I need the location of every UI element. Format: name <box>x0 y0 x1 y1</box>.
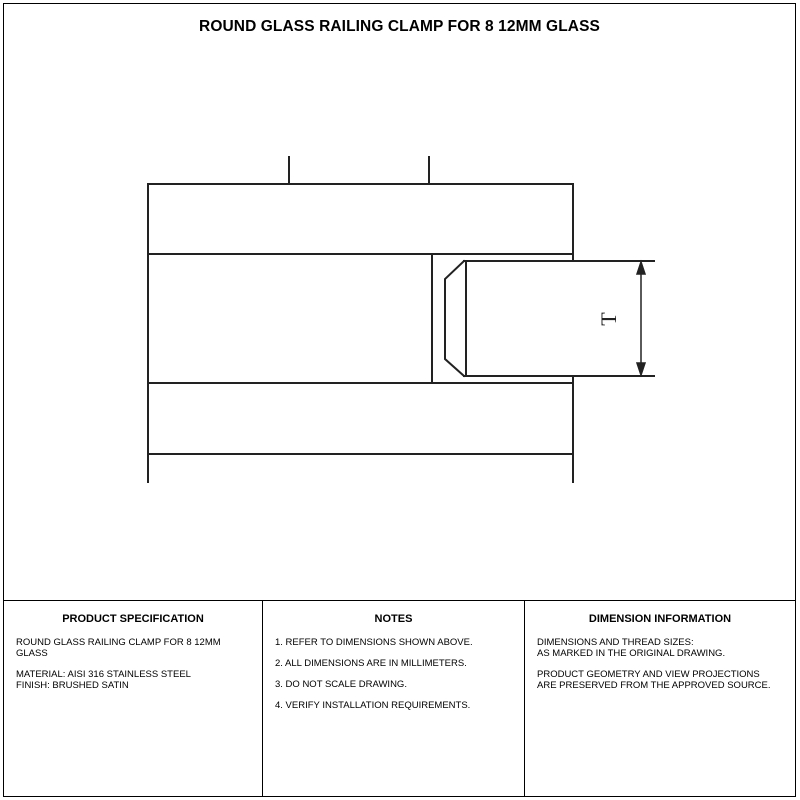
notes-panel <box>262 601 524 797</box>
product-description: ROUND GLASS RAILING CLAMP FOR 8 12MM GLASS <box>16 637 221 659</box>
note-item: 1. REFER TO DIMENSIONS SHOWN ABOVE. <box>275 637 473 648</box>
notes-heading: NOTES <box>374 613 413 625</box>
dimension-info-paragraph: DIMENSIONS AND THREAD SIZES: AS MARKED IN THE ORIGINAL DRAWING. <box>537 637 726 659</box>
dimension-information-panel <box>524 601 795 797</box>
note-item: 3. DO NOT SCALE DRAWING. <box>275 679 407 690</box>
drawing-title: ROUND GLASS RAILING CLAMP FOR 8 12MM GLASS <box>199 18 600 35</box>
dimension-label: T <box>596 312 621 326</box>
note-item: 2. ALL DIMENSIONS ARE IN MILLIMETERS. <box>275 658 467 669</box>
dimension-info-paragraph: PRODUCT GEOMETRY AND VIEW PROJECTIONS ARE PRESERVED FROM THE APPROVED SOURCE. <box>537 669 771 691</box>
dimension-information-heading: DIMENSION INFORMATION <box>588 613 732 625</box>
product-specification-heading: PRODUCT SPECIFICATION <box>62 613 204 625</box>
product-specification-panel <box>4 601 262 797</box>
insert-chamfer-outline <box>445 261 464 376</box>
dimension-arrow-bottom <box>637 363 645 375</box>
technical-drawing <box>4 4 795 599</box>
info-table <box>4 600 795 797</box>
material-finish: MATERIAL: AISI 316 STAINLESS STEEL FINISH: BRUSHED SATIN <box>16 669 191 691</box>
drawing-sheet <box>3 3 796 797</box>
note-item: 4. VERIFY INSTALLATION REQUIREMENTS. <box>275 700 471 711</box>
dimension-arrow-top <box>637 262 645 274</box>
